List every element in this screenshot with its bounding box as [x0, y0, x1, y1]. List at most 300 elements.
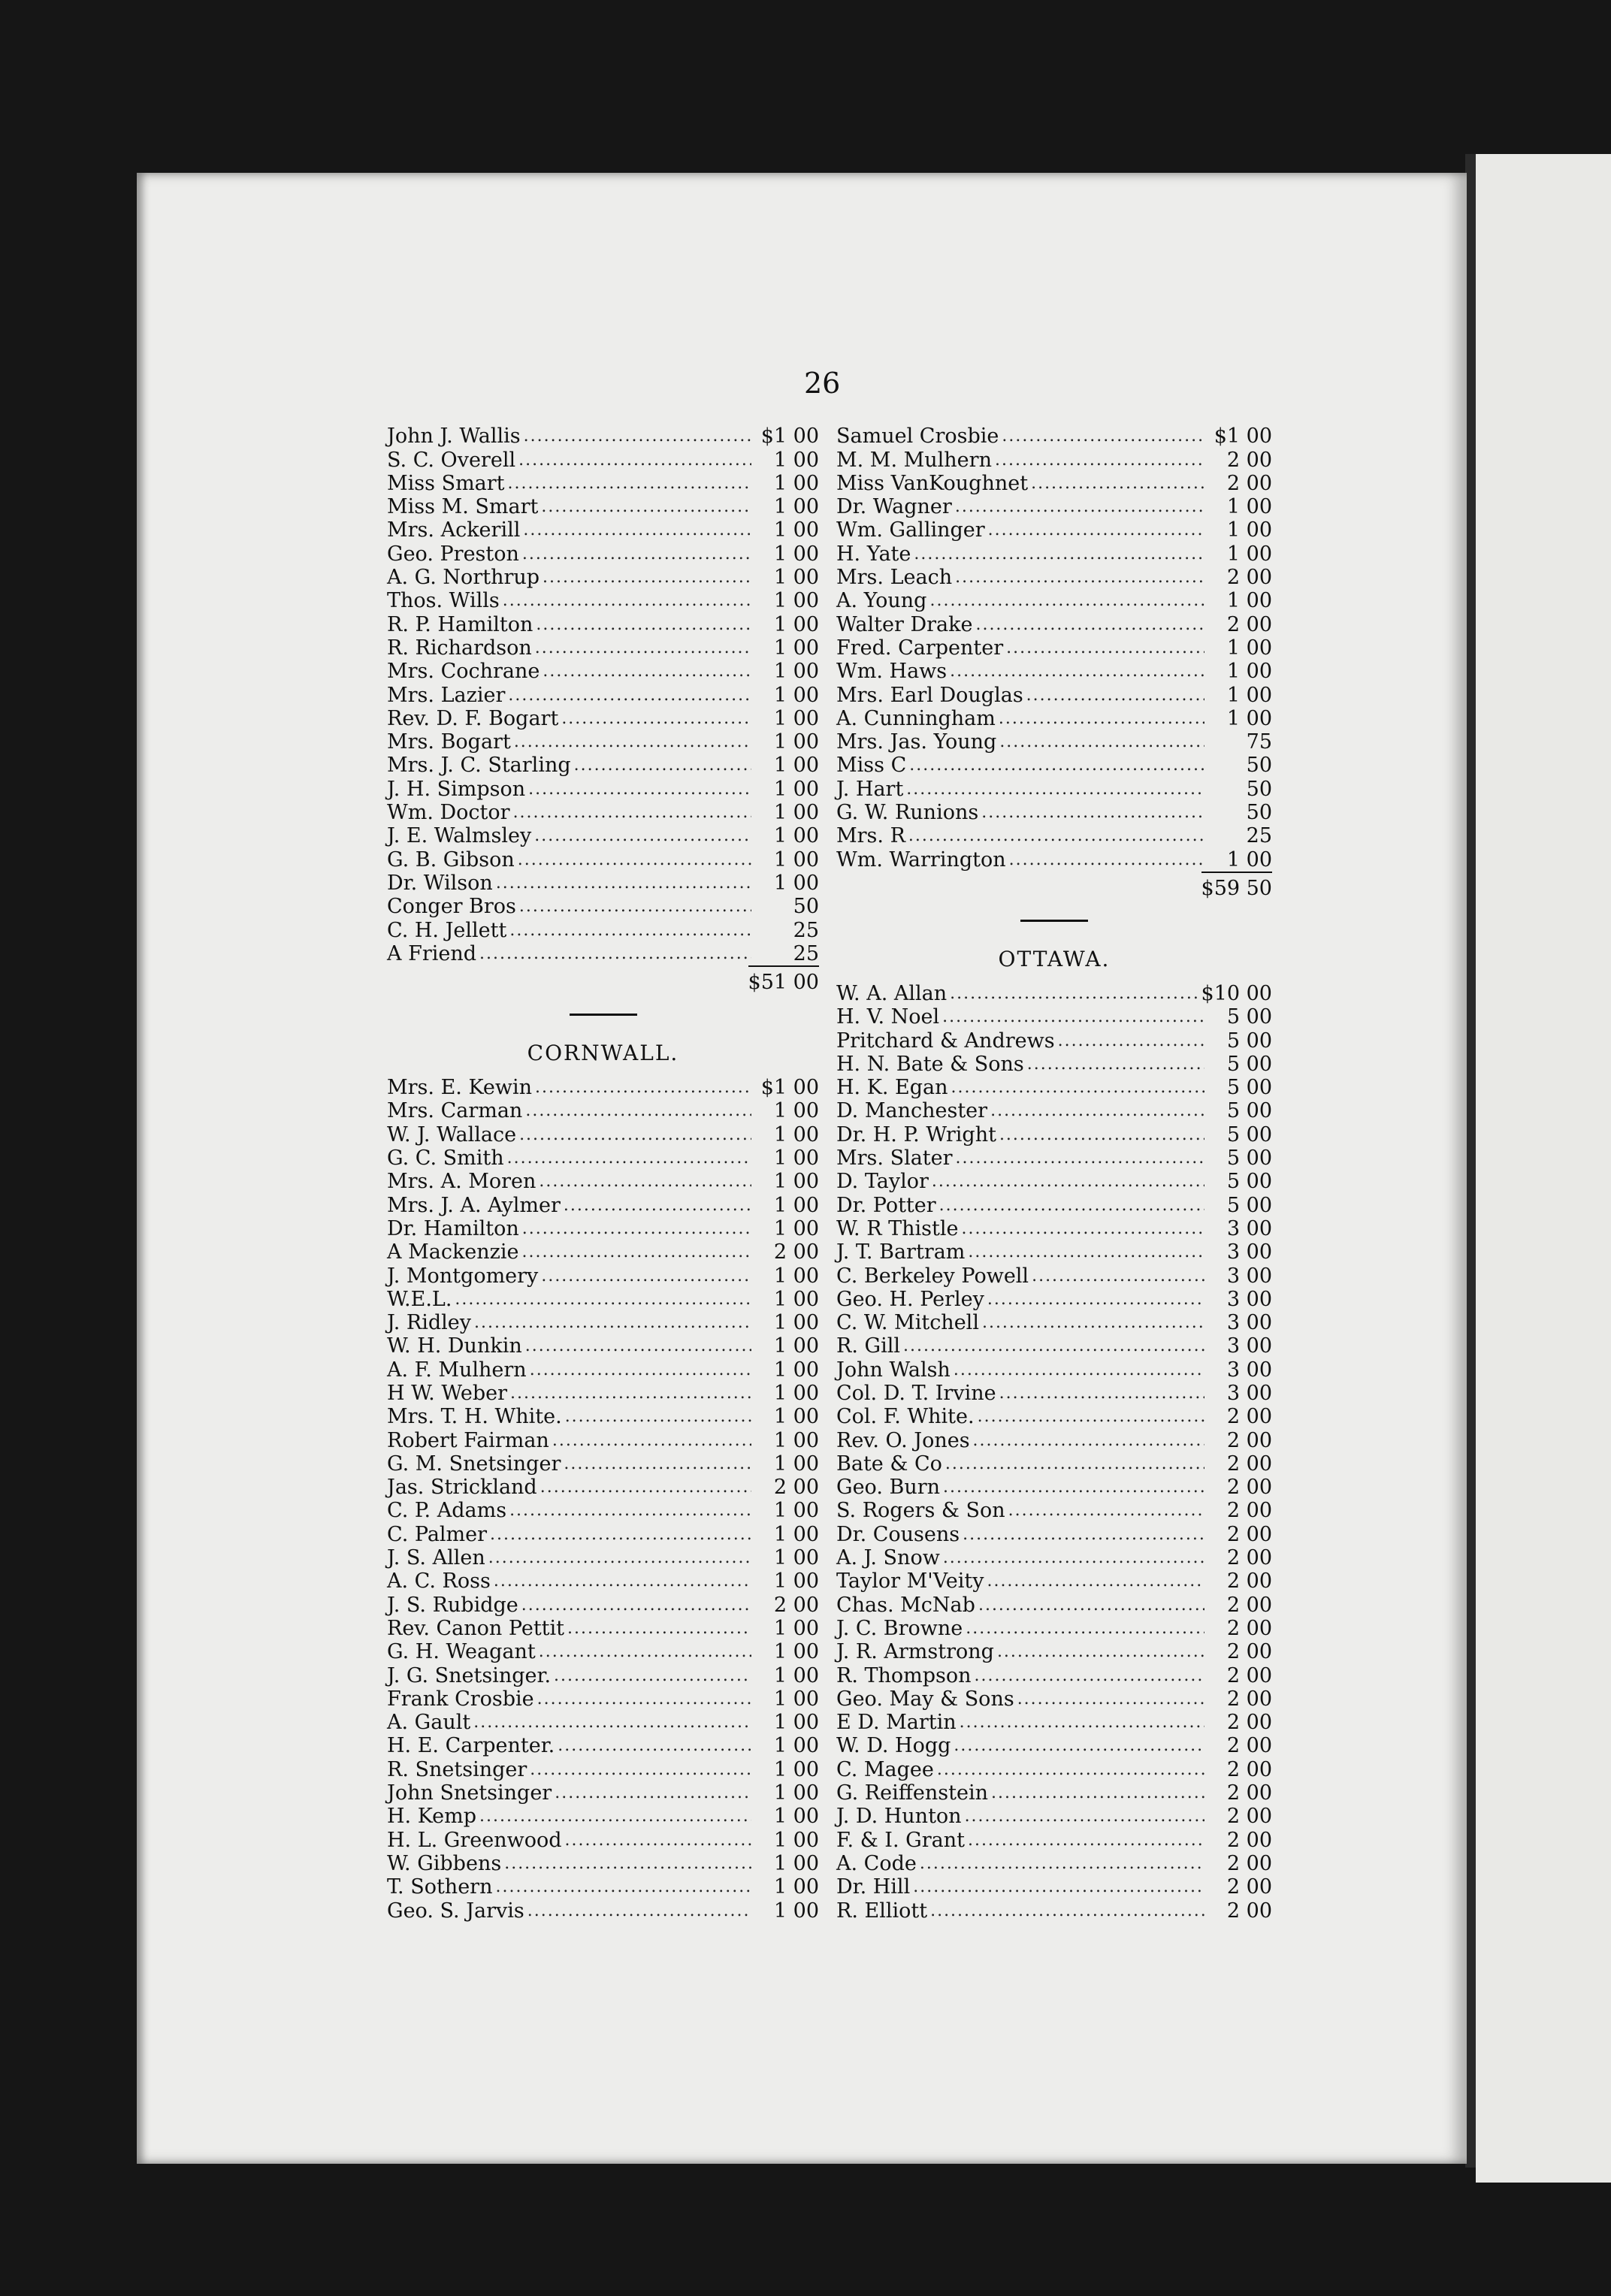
list-item — [836, 1358, 1272, 1381]
donation-amount: 1 00 — [1226, 495, 1272, 519]
list-item — [836, 495, 1272, 518]
donation-amount: 1 00 — [773, 1828, 819, 1852]
donation-amount: 1 00 — [773, 1193, 819, 1217]
donation-amount: 1 00 — [773, 1546, 819, 1570]
donation-amount: 1 00 — [773, 871, 819, 895]
donor-name: Mrs. J. A. Aylmer — [387, 1193, 561, 1217]
donation-amount: 1 00 — [773, 1522, 819, 1546]
dot-leader — [554, 1664, 751, 1687]
donation-amount: 5 00 — [1226, 1122, 1272, 1146]
list-item — [836, 1687, 1272, 1711]
donor-name: Conger Bros — [387, 895, 516, 919]
list-item — [387, 1476, 819, 1499]
donor-name: C. H. Jellett — [387, 918, 507, 942]
list-item — [387, 1240, 819, 1264]
donor-name: Mrs. Ackerill — [387, 518, 521, 542]
donor-name: Wm. Warrington — [836, 847, 1006, 872]
donation-amount: 1 00 — [773, 1757, 819, 1781]
list-item — [387, 566, 819, 589]
dot-leader — [909, 754, 1204, 777]
donor-name: Miss Smart — [387, 471, 505, 495]
list-item — [387, 1899, 819, 1922]
list-item — [387, 1334, 819, 1358]
donor-name: R. Thompson — [836, 1663, 972, 1687]
dot-leader — [1032, 1264, 1204, 1288]
donor-name: Mrs. A. Moren — [387, 1170, 536, 1194]
donor-name: C. P. Adams — [387, 1499, 507, 1523]
list-item — [836, 1875, 1272, 1899]
list-item — [836, 1663, 1272, 1687]
dot-leader — [1006, 636, 1204, 660]
dot-leader — [518, 848, 751, 872]
left-top-total-row — [387, 965, 819, 997]
list-item — [836, 472, 1272, 495]
dot-leader — [942, 1005, 1204, 1029]
donation-amount: 1 00 — [773, 754, 819, 778]
adjacent-page — [1476, 154, 1611, 2183]
donation-amount: 1 00 — [773, 1381, 819, 1405]
donor-name: Taylor M'Veity — [836, 1569, 984, 1594]
dot-leader — [991, 1781, 1204, 1805]
donation-amount: 5 00 — [1226, 1170, 1272, 1194]
donor-name: A Friend — [387, 941, 477, 965]
dot-leader — [966, 1617, 1204, 1640]
dot-leader — [987, 1288, 1204, 1311]
dot-leader — [473, 1711, 751, 1734]
donor-name: Mrs. Jas. Young — [836, 730, 997, 754]
dot-leader — [490, 1523, 751, 1546]
list-item — [836, 707, 1272, 730]
donor-name: Dr. Wagner — [836, 495, 952, 519]
dot-leader — [514, 730, 751, 754]
donation-amount: 1 00 — [773, 847, 819, 872]
dot-leader — [990, 1099, 1204, 1122]
donation-amount: 5 00 — [1226, 1076, 1272, 1100]
dot-leader — [523, 518, 751, 542]
donor-name: Chas. McNab — [836, 1593, 975, 1617]
donation-amount: 2 00 — [1226, 1781, 1272, 1805]
list-item — [387, 542, 819, 565]
dot-leader — [999, 707, 1204, 730]
list-item — [387, 1663, 819, 1687]
donor-name: W. Gibbens — [387, 1851, 502, 1875]
dot-leader — [1026, 684, 1204, 707]
donation-amount: 1 00 — [773, 683, 819, 707]
donor-name: Miss C — [836, 754, 907, 778]
dot-leader — [508, 684, 751, 707]
donor-name: Jas. Strickland — [387, 1476, 537, 1500]
dot-leader — [930, 1899, 1204, 1923]
list-item — [387, 1522, 819, 1545]
donor-name: Geo. S. Jarvis — [387, 1899, 524, 1923]
donor-name: Wm. Gallinger — [836, 518, 985, 542]
dot-leader — [519, 1123, 751, 1146]
list-item — [387, 1711, 819, 1734]
donation-amount: 5 00 — [1226, 1029, 1272, 1053]
dot-leader — [488, 1546, 751, 1569]
donor-name: J. G. Snetsinger. — [387, 1663, 552, 1687]
dot-leader — [960, 1711, 1204, 1734]
donation-amount: 1 00 — [1226, 706, 1272, 730]
donor-name: Dr. Hamilton — [387, 1216, 519, 1240]
dot-leader — [954, 1358, 1204, 1382]
donor-name: J. R. Armstrong — [836, 1640, 994, 1664]
list-item — [836, 1569, 1272, 1593]
dot-leader — [543, 566, 751, 589]
donation-amount: 2 00 — [1226, 1828, 1272, 1852]
donor-name: H. N. Bate & Sons — [836, 1052, 1024, 1076]
list-item — [836, 1122, 1272, 1146]
list-item — [836, 1029, 1272, 1052]
dot-leader — [522, 542, 751, 566]
list-item — [387, 1734, 819, 1757]
dot-leader — [541, 1264, 751, 1288]
dot-leader — [963, 1523, 1204, 1546]
donor-name: A. Code — [836, 1851, 917, 1875]
list-item — [387, 636, 819, 660]
donation-amount: 1 00 — [773, 1334, 819, 1358]
donation-amount: 50 — [1246, 754, 1272, 778]
dot-leader — [541, 495, 751, 518]
right-column — [836, 424, 1272, 1923]
list-item — [387, 1122, 819, 1146]
donor-name: Mrs. Slater — [836, 1146, 953, 1171]
dot-leader — [982, 1311, 1204, 1334]
donation-amount: 50 — [793, 895, 819, 919]
dot-leader — [945, 1452, 1204, 1476]
list-item — [387, 1452, 819, 1476]
donation-amount: 1 00 — [773, 542, 819, 566]
donor-name: Dr. Wilson — [387, 871, 493, 895]
list-item — [387, 942, 819, 965]
dot-leader — [537, 1687, 751, 1711]
right-top-total: $59 50 — [1201, 872, 1272, 903]
donation-amount: 5 00 — [1226, 1193, 1272, 1217]
list-item — [387, 1076, 819, 1099]
list-item — [387, 495, 819, 518]
donor-name: W. A. Allan — [836, 981, 948, 1005]
donor-name: J. T. Bartram — [836, 1240, 966, 1264]
dot-leader — [1009, 848, 1204, 872]
donation-amount: 1 00 — [773, 612, 819, 636]
donation-amount: 1 00 — [1226, 518, 1272, 542]
donor-name: G. M. Snetsinger — [387, 1452, 561, 1476]
dot-leader — [988, 518, 1204, 542]
list-item — [836, 1546, 1272, 1569]
donation-amount: 2 00 — [773, 1240, 819, 1264]
dot-leader — [519, 895, 751, 918]
donor-name: John J. Wallis — [387, 424, 521, 449]
donation-amount: 1 00 — [1226, 683, 1272, 707]
donor-name: W. H. Dunkin — [387, 1334, 522, 1358]
dot-leader — [513, 801, 751, 824]
donor-name: G. H. Weagant — [387, 1640, 536, 1664]
dot-leader — [975, 613, 1204, 636]
donor-name: T. Sothern — [387, 1875, 493, 1899]
donor-name: R. Richardson — [387, 636, 532, 660]
list-item — [387, 683, 819, 706]
donation-amount: 1 00 — [773, 1099, 819, 1123]
donor-name: D. Taylor — [836, 1170, 929, 1194]
dot-leader — [504, 1852, 751, 1875]
left-top-total: $51 00 — [748, 965, 819, 997]
dot-leader — [975, 1664, 1204, 1687]
list-item — [387, 1828, 819, 1851]
dot-leader — [524, 424, 751, 448]
donor-name: J. S. Allen — [387, 1546, 485, 1570]
donor-name: S. Rogers & Son — [836, 1499, 1005, 1523]
donor-name: Mrs. E. Kewin — [387, 1076, 533, 1100]
donation-amount: 2 00 — [1226, 1476, 1272, 1500]
donor-name: Miss VanKoughnet — [836, 471, 1029, 495]
donor-name: H. Yate — [836, 542, 911, 566]
list-item — [387, 754, 819, 777]
donation-amount: 1 00 — [773, 448, 819, 472]
donor-name: C. Magee — [836, 1757, 934, 1781]
donation-amount: 25 — [793, 941, 819, 965]
donation-amount: 1 00 — [773, 1663, 819, 1687]
list-item — [836, 847, 1272, 871]
dot-leader — [522, 1217, 751, 1240]
donation-amount: 2 00 — [1226, 1569, 1272, 1594]
donation-amount: 1 00 — [773, 1287, 819, 1311]
donor-name: A. Cunningham — [836, 706, 996, 730]
list-item — [387, 1193, 819, 1216]
donor-name: M. M. Mulhern — [836, 448, 992, 472]
dot-leader — [1008, 1499, 1204, 1522]
donation-amount: 5 00 — [1226, 1099, 1272, 1123]
list-item — [387, 424, 819, 448]
donation-amount: 2 00 — [1226, 471, 1272, 495]
dot-leader — [965, 1805, 1204, 1828]
list-item — [387, 1311, 819, 1334]
donation-amount: 1 00 — [773, 1640, 819, 1664]
donation-amount: 1 00 — [773, 589, 819, 613]
donor-name: Thos. Wills — [387, 589, 500, 613]
donation-amount: 1 00 — [773, 636, 819, 660]
dot-leader — [1031, 472, 1204, 495]
list-item — [836, 1781, 1272, 1805]
dot-leader — [540, 1476, 751, 1499]
donation-amount: 3 00 — [1226, 1358, 1272, 1382]
dot-leader — [906, 778, 1204, 801]
donation-amount: 2 00 — [1226, 566, 1272, 590]
list-item — [836, 754, 1272, 777]
dot-leader — [525, 1099, 751, 1122]
list-item — [387, 1593, 819, 1616]
donation-amount: 2 00 — [1226, 1640, 1272, 1664]
dot-leader — [955, 566, 1204, 589]
dot-leader — [536, 613, 751, 636]
donation-amount: 1 00 — [773, 1805, 819, 1829]
donor-name: Geo. Burn — [836, 1476, 941, 1500]
list-item — [836, 612, 1272, 636]
dot-leader — [943, 1476, 1204, 1499]
donation-amount: 1 00 — [773, 1122, 819, 1146]
donor-name: A. J. Snow — [836, 1546, 940, 1570]
list-item — [836, 1428, 1272, 1452]
dot-leader — [539, 1170, 751, 1193]
donation-amount: 1 00 — [773, 706, 819, 730]
list-item — [836, 566, 1272, 589]
donation-amount: 1 00 — [773, 1264, 819, 1288]
donation-amount: 5 00 — [1226, 1146, 1272, 1171]
list-item — [387, 1687, 819, 1711]
donation-amount: 1 00 — [1226, 589, 1272, 613]
list-item — [387, 1428, 819, 1452]
dot-leader — [968, 1240, 1204, 1264]
list-item — [836, 1452, 1272, 1476]
dot-leader — [1027, 1053, 1204, 1076]
dot-leader — [951, 1076, 1204, 1099]
donation-amount: 1 00 — [773, 1452, 819, 1476]
donor-name: Dr. Cousens — [836, 1522, 960, 1546]
dot-leader — [558, 1734, 751, 1757]
dot-leader — [534, 824, 751, 847]
dot-leader — [932, 1170, 1204, 1193]
list-item — [836, 1899, 1272, 1922]
donation-amount: 1 00 — [773, 801, 819, 825]
dot-leader — [522, 1240, 751, 1264]
list-item — [387, 1217, 819, 1240]
donor-name: R. P. Hamilton — [387, 612, 533, 636]
donation-amount: 2 00 — [1226, 1593, 1272, 1617]
donation-amount: 1 00 — [773, 495, 819, 519]
donor-name: Mrs. Leach — [836, 566, 953, 590]
dot-leader — [510, 1382, 751, 1405]
donation-amount: 5 00 — [1226, 1005, 1272, 1029]
donation-amount: 1 00 — [773, 777, 819, 801]
list-item — [387, 1405, 819, 1428]
dot-leader — [565, 1405, 751, 1428]
dot-leader — [527, 1899, 751, 1923]
dot-leader — [999, 730, 1204, 754]
dot-leader — [530, 1358, 751, 1382]
list-item — [836, 1593, 1272, 1616]
donor-name: A. G. Northrup — [387, 566, 540, 590]
donation-amount: 1 00 — [773, 730, 819, 754]
donor-name: Pritchard & Andrews — [836, 1029, 1055, 1053]
dot-leader — [950, 660, 1204, 683]
donor-name: R. Elliott — [836, 1899, 928, 1923]
dot-leader — [552, 1429, 751, 1452]
dot-leader — [999, 1123, 1204, 1146]
dot-leader — [937, 1758, 1204, 1781]
dot-leader — [509, 919, 751, 942]
list-item — [387, 1852, 819, 1875]
donation-amount: 1 00 — [773, 1569, 819, 1594]
dot-leader — [961, 1217, 1204, 1240]
donation-amount: 50 — [1246, 801, 1272, 825]
dot-leader — [914, 542, 1204, 566]
donation-amount: 3 00 — [1226, 1311, 1272, 1335]
dot-leader — [564, 1452, 751, 1476]
dot-leader — [555, 1781, 751, 1805]
list-item — [836, 1217, 1272, 1240]
list-item — [836, 1240, 1272, 1264]
donation-amount: 1 00 — [773, 1358, 819, 1382]
dot-leader — [978, 1405, 1204, 1428]
donor-name: H. L. Greenwood — [387, 1828, 562, 1852]
list-item — [387, 1499, 819, 1522]
dot-leader — [1017, 1687, 1204, 1711]
list-item — [836, 1405, 1272, 1428]
list-item — [836, 1805, 1272, 1828]
donation-amount: 3 00 — [1226, 1240, 1272, 1264]
dot-leader — [987, 1569, 1204, 1593]
list-item — [836, 777, 1272, 800]
donor-name: A. F. Mulhern — [387, 1358, 527, 1382]
donation-amount: 1 00 — [773, 660, 819, 684]
dot-leader — [495, 1875, 751, 1899]
donor-name: Mrs. R — [836, 824, 905, 848]
donation-amount: 2 00 — [1226, 1546, 1272, 1570]
donation-amount: 1 00 — [1226, 847, 1272, 872]
donor-name: Mrs. T. H. White. — [387, 1405, 562, 1429]
dot-leader — [978, 1594, 1204, 1617]
list-item — [387, 1781, 819, 1805]
donor-name: F. & I. Grant — [836, 1828, 965, 1852]
list-item — [836, 1146, 1272, 1170]
donation-amount: 2 00 — [1226, 1711, 1272, 1735]
list-item — [836, 683, 1272, 706]
donor-name: Fred. Carpenter — [836, 636, 1004, 660]
dot-leader — [525, 1334, 751, 1358]
donation-amount: 1 00 — [773, 1616, 819, 1640]
dot-leader — [503, 589, 751, 612]
dot-leader — [908, 824, 1204, 847]
list-item — [836, 1852, 1272, 1875]
dot-leader — [479, 942, 751, 965]
list-item — [836, 1757, 1272, 1781]
donation-amount: 1 00 — [773, 471, 819, 495]
section-divider — [570, 1014, 637, 1016]
donor-name: A. Gault — [387, 1711, 471, 1735]
list-item — [836, 1311, 1272, 1334]
dot-leader — [474, 1311, 751, 1334]
donation-amount: 50 — [1246, 777, 1272, 801]
donor-name: Bate & Co — [836, 1452, 942, 1476]
dot-leader — [999, 1382, 1204, 1405]
donation-amount: 1 00 — [773, 1899, 819, 1923]
donation-amount: 2 00 — [1226, 1452, 1272, 1476]
donor-name: Walter Drake — [836, 612, 973, 636]
dot-leader — [564, 1194, 751, 1217]
donor-name: J. Montgomery — [387, 1264, 539, 1288]
donation-amount: 2 00 — [773, 1593, 819, 1617]
donor-name: Col. D. T. Irvine — [836, 1381, 996, 1405]
list-item — [387, 660, 819, 683]
left-column — [387, 424, 819, 1923]
donation-amount: 1 00 — [773, 1687, 819, 1711]
dot-leader — [1002, 424, 1204, 448]
dot-leader — [535, 1076, 751, 1099]
dot-leader — [981, 801, 1204, 824]
donation-amount: 2 00 — [1226, 1805, 1272, 1829]
donation-amount: 1 00 — [773, 1711, 819, 1735]
dot-leader — [496, 872, 751, 895]
dot-leader — [543, 660, 751, 683]
donor-name: W. R Thistle — [836, 1216, 959, 1240]
list-item — [387, 1146, 819, 1170]
dot-leader — [950, 982, 1198, 1005]
list-item — [836, 1711, 1272, 1734]
list-item — [836, 1734, 1272, 1757]
donation-amount: 5 00 — [1226, 1052, 1272, 1076]
list-item — [836, 660, 1272, 683]
donor-name: Dr. Potter — [836, 1193, 936, 1217]
donor-name: J. H. Simpson — [387, 777, 526, 801]
